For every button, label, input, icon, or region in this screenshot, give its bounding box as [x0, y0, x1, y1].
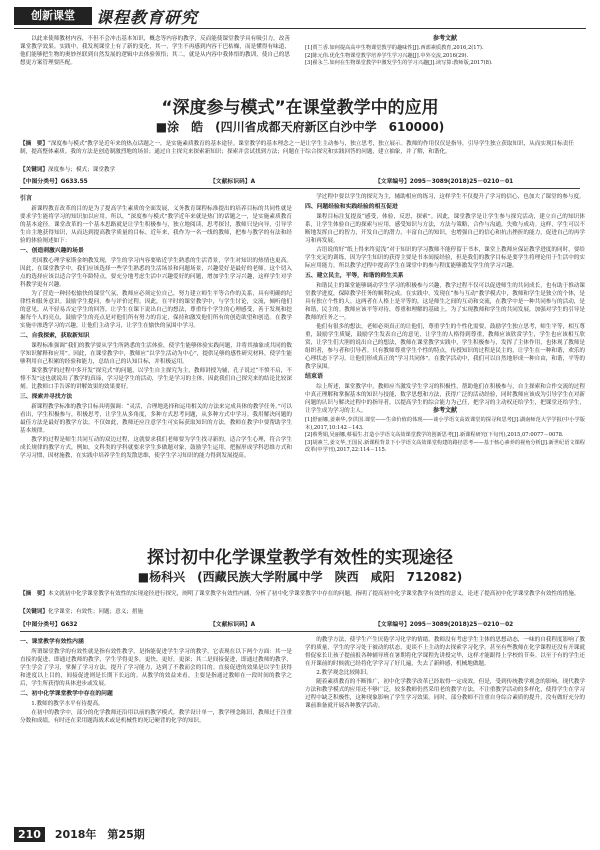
journal-name: 课程教育研究: [96, 8, 199, 27]
paragraph: 综上所述，课堂教学中，教师应当激发学生学习的积极性，帮助他们在积极参与，自主探索和合作交流的过程中真正理解和掌握基本的知识与技能，数学思想和方法，获得广泛的活动经验，同时教师应该成为引导学生在对新问题的认识与解决过程中的指导者。以提高学生的综合能力为己任，把学习的主动权还给学生，把课堂还给学生，让学生成为学习的主人。: [305, 384, 585, 414]
paragraph: 和谐民主的课堂能够调动学生学习的积极参与兴趣，教学过程不仅可以促进师生的共同成长，也有助于推动课堂教学进度，保障教学任务的顺利完成。在实践中，发现在“参与互动”教学模式中，教师和学生是独立的个体，是具有独立个性的人。这两者在人格上是平等的，这是师生之间的互动和交流，在教学中是一种共同参与的活动，是和谐，民主的。教师应该平等对待，尊重和理解的基础上，为了实现教师和学生的共同发展，加强对学生的引导是教师的任务之一。: [305, 283, 585, 321]
document-code: 【文献标识码】A: [210, 179, 256, 185]
paragraph: 2.教学观念比较陈旧。: [316, 670, 372, 676]
abstract-text: 本文就初中化学课堂教学有效性的实现途径进行探究，阐明了课堂教学有效性内涵，分析了初中化学课堂教学中存在的问题，指明了提高初中化学课堂教学有效性的意义，论述了提高初中化学课堂教学有效性的措施。: [47, 591, 580, 597]
paragraph: 在初中的教学中，部分的化学教师还沿用以前的教学模式，教学设计单一，教学理念陈旧，教师过于注重分数和成绩，有时还在采用题海战术或是机械性的死记硬背的化学的知识。: [20, 710, 292, 724]
section-heading: 一、课堂教学有效性内涵: [20, 639, 84, 645]
keywords-label: 【关键词】: [20, 167, 48, 173]
divider: [20, 631, 580, 632]
paragraph: 的教学方法，使学生产生厌倦学习化学的情绪。教师没有考虑学生主体的思想动态，一味的自我程度影响了教学的质量，学生的学习处于被动的状态，更谈不上主动的去探索学习化学。甚至有些教师在化学课程还没有开课就督促家长让孩子提前报各种辅导班在暑期将化学课程先讲授完毕，这样才能跟得上学校的节奏。以至于有的学生还在开课前的时候就已经将化学学习了好几遍，失去了新鲜感，机械地做题。: [305, 637, 585, 667]
page-number: 210: [14, 827, 45, 842]
article1-title: “深度参与模式”在课堂教学中的应用: [161, 98, 439, 118]
article1-abstract: [20, 140, 580, 156]
article2-meta: [20, 619, 580, 629]
article1-left-column: [20, 193, 292, 531]
page-header: [0, 0, 600, 30]
paragraph: 教学的过程是师生共同互动的双边过程，这就要求我们老师要为学生找寻新的，适合学生心理，符合学生成长规律的教学方式，例如，文科类的学科就要求学生多做题对象，鼓励学生运用，把握形成学科思维方式和学习习惯，因材施教，在实践中培养学生的发散思维，使学生学习知识的能力得到发展提高。: [20, 437, 292, 459]
article2-abstract: [20, 590, 580, 598]
clc-number: 【中图分类号】G633.55: [20, 179, 88, 185]
section-heading: 五、建立民主，平等，和谐的师生关系: [305, 273, 404, 279]
article2-title: 探讨初中化学课堂教学有效性的实现途径: [147, 548, 453, 568]
article2-left-column: [20, 636, 292, 816]
paragraph: 学过程中要以学生的探究为主，辅助相应的练习，这样学生不仅提升了学习的信心，也加大了课堂的参与度。: [316, 194, 585, 200]
paragraph: 课程目标注复提及“感受，体验，反思，探索”。因此，课堂教学是让学生参与探究活动，建立自己的知识体系，让学生体验自己的探索与应用，感受知识与方法，方法与策略，合作与沟通，失败与成功。这样，学生可以不断地发挥自己的智力，开发自己的潜力，丰富自己的知识，也增强自己的信心和抗击挫折的能力，促进自己的再学习和再发展。: [305, 214, 585, 244]
references-title: 参考文献: [432, 407, 457, 414]
article1-author: ■涂 皓 (四川省成都天府新区白沙中学 610000): [155, 120, 445, 134]
reference-item: [1]舒丽娜,姜素华,李洪国.课堂——生命价值的体现——谈小学语文高效课堂的探寻和思考[J].湖南师范大学学报(中小学版本),2017,10:142－143.: [305, 417, 585, 431]
paragraph: 随着素质教育的不断推广，初中化学教学改革已经取得一定成效，但是，受到传统教学观念的影响，现代教学方法和教学模式的应用还不够广泛，较多教师仍然采用老的教学方法，不注重教学活动的多样化，使得学生在学习过程中缺乏积极性，这种现象影响了学生学习效果。同时，部分教师不注重自身综合素质的提升，没有做好充分的课前准备就开展各种教学活动。: [305, 679, 585, 709]
paragraph: 课程标准强调“我们的教学要从学生所熟悉的生活体验，使学生能够体验实践问题，并将其抽象成共同的数学知识解释和应用”。因此，在课堂教学中，教师应“以学生活动为中心”，提供足够的感性研究材料，使学生能够利用自己积累的经验和能力，总结自己的认知目标，并积极运用。: [20, 343, 292, 365]
clc-number: 【中图分类号】G632: [20, 622, 78, 628]
reference-item: [2]蔡秀娟,吴丽娜,蔡福生.打造小学语文高效课堂教学的创新思考[J].新课程研究(下旬刊),2015,07:0077－0078.: [305, 432, 564, 438]
article-number: 【文章编号】2095－3089(2018)25－0210－01: [375, 179, 514, 185]
article1-references: [305, 407, 585, 455]
section-heading: 四、问题经验和实践经验的相互促进: [305, 204, 398, 210]
section-heading: 二、自我探索，获取新知识: [20, 333, 90, 339]
reference-item: [3]胡素兰,姜文华,王国民.新课程背景下小学语文高效课堂构建的路径思考——基于核心素养的视角分析[J].新世纪语文课程改革(中学刊),2017,22:114－115.: [305, 439, 585, 453]
article1-meta: [20, 176, 580, 186]
top-left-column: [20, 35, 290, 68]
paragraph: 新课程教学标准的教学目标具明强调：“灵活，合理地选择和运用相关的方法来完成具体的教学任务。”可以看出，学生积极参与，积极思考，让学生从多角度，多种方式思考问题，从多种方式中学习。我用解决问题的最佳方法是最好的教学方法。不仅如此，教师还应注意学生可实际获取知识的方法，教师在教学中要帮助学生基本规律。: [20, 404, 292, 434]
article-number: 【文章编号】2095－3089(2018)25－0210－02: [375, 622, 514, 628]
paragraph: 为了营造一种轻松愉快的课堂气氛，教师应必须定位自己，努力建立师生平等合作的关系，具有明确的纪律性和服务意识。鼓励学生提问，参与评价过程。因此，在平时的课堂教学中，与学生讨论，交流，倾听他们的意见，从不轻易否定学生的回答，让学生在课下说出自己的想法，尊重每个学生的心理感受，善于发现和挖掘每个人的亮点，鼓励学生的亮点是对他们所有努力的肯定，保持和激发他们所有的创造欲望和创造。在教学实施中渗透学习的兴趣，让他们主动学习，让学生在愉快的氛围中学习。: [20, 291, 292, 329]
paragraph: 1.教师的教学水平有待提高。: [31, 701, 104, 707]
paragraph: 所谓课堂教学的有效性就是指有效性教学，是指能促进学生学习的教学。它表现在以下两个方面：其一是直接的促进，即通过教师的教学，学生学得更多，更快，更好，更深；其二是间接促进，即通过教师的教学，学生学会了学习，掌握了学习方法，提升了学习能力，达到了不教而会的目的。直接促进的效果是以学生获得和进度以上目的，间接促进则是长期下长远的。从教学的效益来看，主要是指通过教师在一段时间的教学之后，学生所获得的具体进步或发展。: [20, 649, 292, 687]
section-heading: 一、创造刺激兴趣的场景: [20, 248, 84, 254]
paragraph: 古语说的好“纸上得来终觉浅”对于知识的学习教师不能停留于书本，课堂上教师应保证教学进度的同时，要给学生充足的训练，因为学生知识的获得主要是书本间接经验，但是我们的教学目标是要学生将理论用于生活中的实际应用能力，所以教学过程中提高学生在课堂中的参与程度能够激发学生的学习兴趣。: [305, 247, 585, 269]
abstract-label: 【摘 要】: [20, 141, 48, 147]
keywords-label: 【关键词】: [20, 609, 48, 615]
article2-author: ■杨科兴 (西藏民族大学附属中学 陕西 咸阳 712082): [137, 570, 463, 584]
abstract-text: “深度参与模式”教学是近年来的热点话题之一，是实施素质教育的基本途径。课堂教学的基本理念之一是让学生主动参与，独立思考，独立展示。教师的作用仅仅是指导，引导学生独立获取知识，从而实现目标责任制，提高整体素质。我的方法是创造制激烈地的场景；通过自主探究来探索新知识；探索并尝试找到方法；问题在于综合探究和实践回答的问题，建立抽象，并了解，和谐化。: [20, 141, 574, 155]
continuation-text: 以此来使师教材内容，不但不会冲击基本知识，概念等内容的教学，反而能使课堂教学具有吸引力，改善课堂教学效果。实践中，我发现课堂上有了新的变化，其一，学生不再感到内容干巴枯燥，而是懂得有味道，他们能够把生物的奥妙丝联到自然发展的逻辑中去体验领悟；其二，就是从内容中我体悟的教训，使自己的思想更方案管理要匹配。: [20, 36, 290, 66]
reference-item: [1]贾兰香.如何提高高中生物课堂教学的趣味性[J].西部素质教育,2016,2(17).: [305, 45, 484, 51]
section-heading: 二、初中化学课堂教学中存在的问题: [20, 691, 113, 697]
keywords-text: 深度参与；模式；课堂教学: [47, 167, 116, 173]
section-heading: 引言: [20, 195, 33, 202]
document-code: 【文献标识码】A: [210, 622, 256, 628]
keywords-text: 化学课堂；有效性；问题；意义；措施: [47, 609, 144, 615]
page-footer: [14, 826, 145, 842]
paragraph: 美国教心理学家斯金纳教发现，学生的学习内容要贴近学生熟悉的生活背景，学生对知识的热情也更高。因此，在课堂教学中，我们应该选择一些学生熟悉的生活场景和问题场景，兴趣爱好是最好的老师。这个切入点的选择应该以适合学生年龄特点，要充分地考虑生活中兴趣爱好的问题，增加学生学习兴趣，这样学生对学科教学更有兴趣。: [20, 258, 292, 288]
section-tag: 创新课堂: [14, 7, 92, 25]
article1-keywords: [20, 166, 580, 174]
paragraph: 新课程教育改革的目的是为了提高学生素质的全面发展，义务教育课程标准提出的培养目标的共同性就是要求学生能将学习的知识加以应用。所以，“深度参与模式”教学近年来就是热门的话题之一，是实施素质教育的基本途径。课堂改革的一个基本思路就是让学生积极参与，独立地阅读，思考探讨，教师只是向导，引导学生自主地获得知识，从而达到提高教学质量的目标。近年来，我作为一名一线的教师，把参与教学的有法和经验的体验阐述如下：: [20, 206, 292, 244]
paragraph: 课堂教学的过程中多开发“探究式”的问题，以学生自主探究为主，教师讲授为辅，孔子说过“不愤不启，不悱不发”这也就说出了教学的真谛，学习是学生的活动，学生是学习的主体，因此我们自己探究来的结论比较深刻。比教师口手告诉的讲解效果的效果要好。: [20, 368, 292, 390]
reference-item: [3]翟永兰.如何在生物课堂教学中激发学生的学习兴趣[J].读写算:教师版,2017(8).: [305, 60, 493, 66]
references-title: 参考文献: [432, 35, 457, 42]
issue-label: 2018年 第25期: [54, 828, 145, 841]
article2-right-column: [305, 636, 585, 816]
reference-item: [2]陈元伟.优化生物课堂教学培养学生学习兴趣[J].中外交流,2016(29).: [305, 52, 469, 59]
divider: [20, 188, 580, 189]
paragraph: 他们有很多的想法，老师必须真正的让他们，尊重学生的个性化需要，鼓励学生独立思考，师生平等，相互尊重，鼓励学生质疑，鼓励学生发表自己的意见，让学生的人格得到尊重，教师应该欣赏学生，学生也应该相互欣赏，让学生们大胆的说出自己的想法，教师在课堂教学实践中，学生积极参与，发挥了主体作用，也体现了教师是组织者，参与者和引导者。只有教师尊重学生个性的特点，传授知识的过程是民主的，让学生在一种和谐，欢乐的心理状态下学习，让他们形成真正的“学习共同体”。在教学活动中，我们可以自然地形成一种自由，和谐，平等的教学氛围。: [305, 324, 585, 370]
header-rule: [14, 28, 586, 29]
section-heading: 三、探索并寻找方法: [20, 394, 73, 400]
section-heading: 结束语: [305, 373, 324, 380]
top-right-column: [305, 35, 585, 68]
article2-keywords: [20, 608, 580, 616]
abstract-label: 【摘 要】: [20, 591, 48, 597]
